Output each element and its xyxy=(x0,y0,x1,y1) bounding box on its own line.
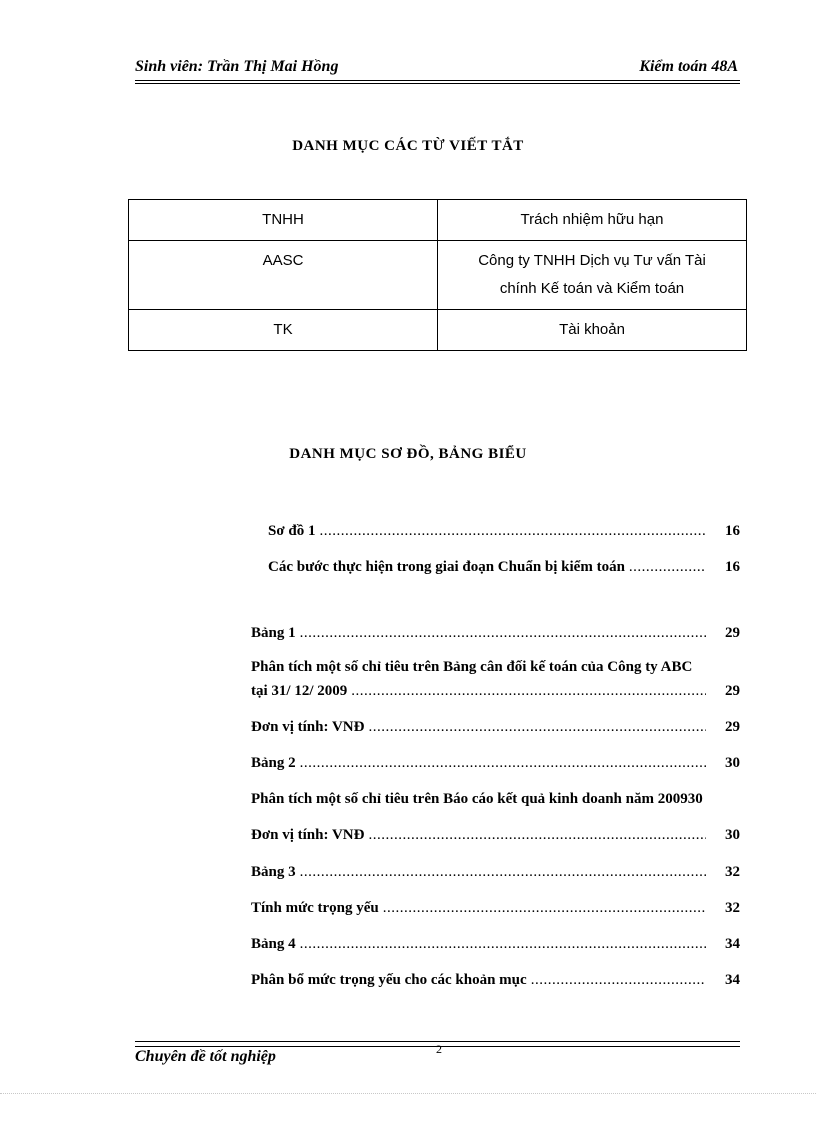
header-class: Kiểm toán 48A xyxy=(639,58,738,75)
entry-page: 29 xyxy=(725,683,740,699)
table-row xyxy=(129,200,747,241)
entry-page: 29 xyxy=(725,719,740,735)
dot-leader xyxy=(531,972,706,989)
entry-label: Các bước thực hiện trong giai đoạn Chuẩn bị kiểm toán xyxy=(268,559,625,575)
page-number: 2 xyxy=(436,1042,442,1056)
dot-leader xyxy=(320,523,707,540)
entry-page: 30 xyxy=(725,827,740,843)
list-item xyxy=(251,936,740,953)
entry-page: 32 xyxy=(725,900,740,916)
meaning-cell: Tài khoản xyxy=(438,310,747,351)
header-student: Sinh viên: Trần Thị Mai Hồng xyxy=(135,58,339,75)
dot-leader xyxy=(383,900,706,917)
entry-page: 30 xyxy=(687,791,703,807)
dot-leader xyxy=(629,559,706,576)
dot-leader xyxy=(300,755,706,772)
dot-leader xyxy=(300,936,706,953)
list-item xyxy=(251,864,740,881)
abbr-cell: TK xyxy=(129,310,438,351)
page-header xyxy=(135,58,740,80)
header-rule xyxy=(135,80,740,81)
entry-label: Bảng 3 xyxy=(251,864,296,880)
page-bottom-guide xyxy=(0,1093,816,1094)
dot-leader xyxy=(300,625,706,642)
entry-page: 16 xyxy=(725,559,740,575)
dot-leader xyxy=(368,719,706,736)
table-row xyxy=(129,310,747,351)
list-item xyxy=(251,719,740,736)
entry-label: Đơn vị tính: VNĐ xyxy=(251,719,365,735)
dot-leader xyxy=(300,864,706,881)
entry-label: Sơ đồ 1 xyxy=(268,523,316,539)
abbr-title: DANH MỤC CÁC TỪ VIẾT TẮT xyxy=(292,138,524,154)
entry-label: Bảng 4 xyxy=(251,936,296,952)
entry-page: 30 xyxy=(725,755,740,771)
list-item xyxy=(268,559,740,576)
meaning-cell xyxy=(438,241,747,310)
list-item xyxy=(251,755,740,772)
abbr-cell: TNHH xyxy=(129,200,438,241)
list-item xyxy=(251,791,748,808)
list-item xyxy=(251,625,740,642)
entry-label: Bảng 2 xyxy=(251,755,296,771)
list-item xyxy=(251,827,740,844)
entry-label: Phân bổ mức trọng yếu cho các khoản mục xyxy=(251,972,527,988)
abbr-table xyxy=(128,199,747,351)
entry-label: Đơn vị tính: VNĐ xyxy=(251,827,365,843)
meaning-cell: Trách nhiệm hữu hạn xyxy=(438,200,747,241)
list-item xyxy=(268,523,740,540)
list-item xyxy=(251,900,740,917)
meaning-line: Công ty TNHH Dịch vụ Tư vấn Tài xyxy=(478,252,706,269)
header-rule-2 xyxy=(135,83,740,84)
entry-label: Phân tích một số chỉ tiêu trên Báo cáo kết quả kinh doanh năm 2009 xyxy=(251,791,688,807)
entry-page: 16 xyxy=(725,523,740,539)
entry-label-line: Phân tích một số chỉ tiêu trên Bảng cân đối kế toán của Công ty ABC xyxy=(251,659,693,675)
table-row xyxy=(129,241,747,310)
dot-leader xyxy=(351,683,706,700)
entry-page: 32 xyxy=(725,864,740,880)
entry-page: 34 xyxy=(725,972,740,988)
list-item xyxy=(251,972,740,989)
abbr-cell: AASC xyxy=(129,241,438,310)
entry-page: 34 xyxy=(725,936,740,952)
footer-text: Chuyên đề tốt nghiệp xyxy=(135,1048,276,1065)
meaning-line: chính Kế toán và Kiểm toán xyxy=(499,280,685,297)
entry-label: Bảng 1 xyxy=(251,625,296,641)
dot-leader xyxy=(368,827,706,844)
entry-label: Tính mức trọng yếu xyxy=(251,900,379,916)
figures-title: DANH MỤC SƠ ĐỒ, BẢNG BIỂU xyxy=(289,446,527,462)
entry-page: 29 xyxy=(725,625,740,641)
entry-label: tại 31/ 12/ 2009 xyxy=(251,683,348,699)
list-item xyxy=(251,683,740,700)
